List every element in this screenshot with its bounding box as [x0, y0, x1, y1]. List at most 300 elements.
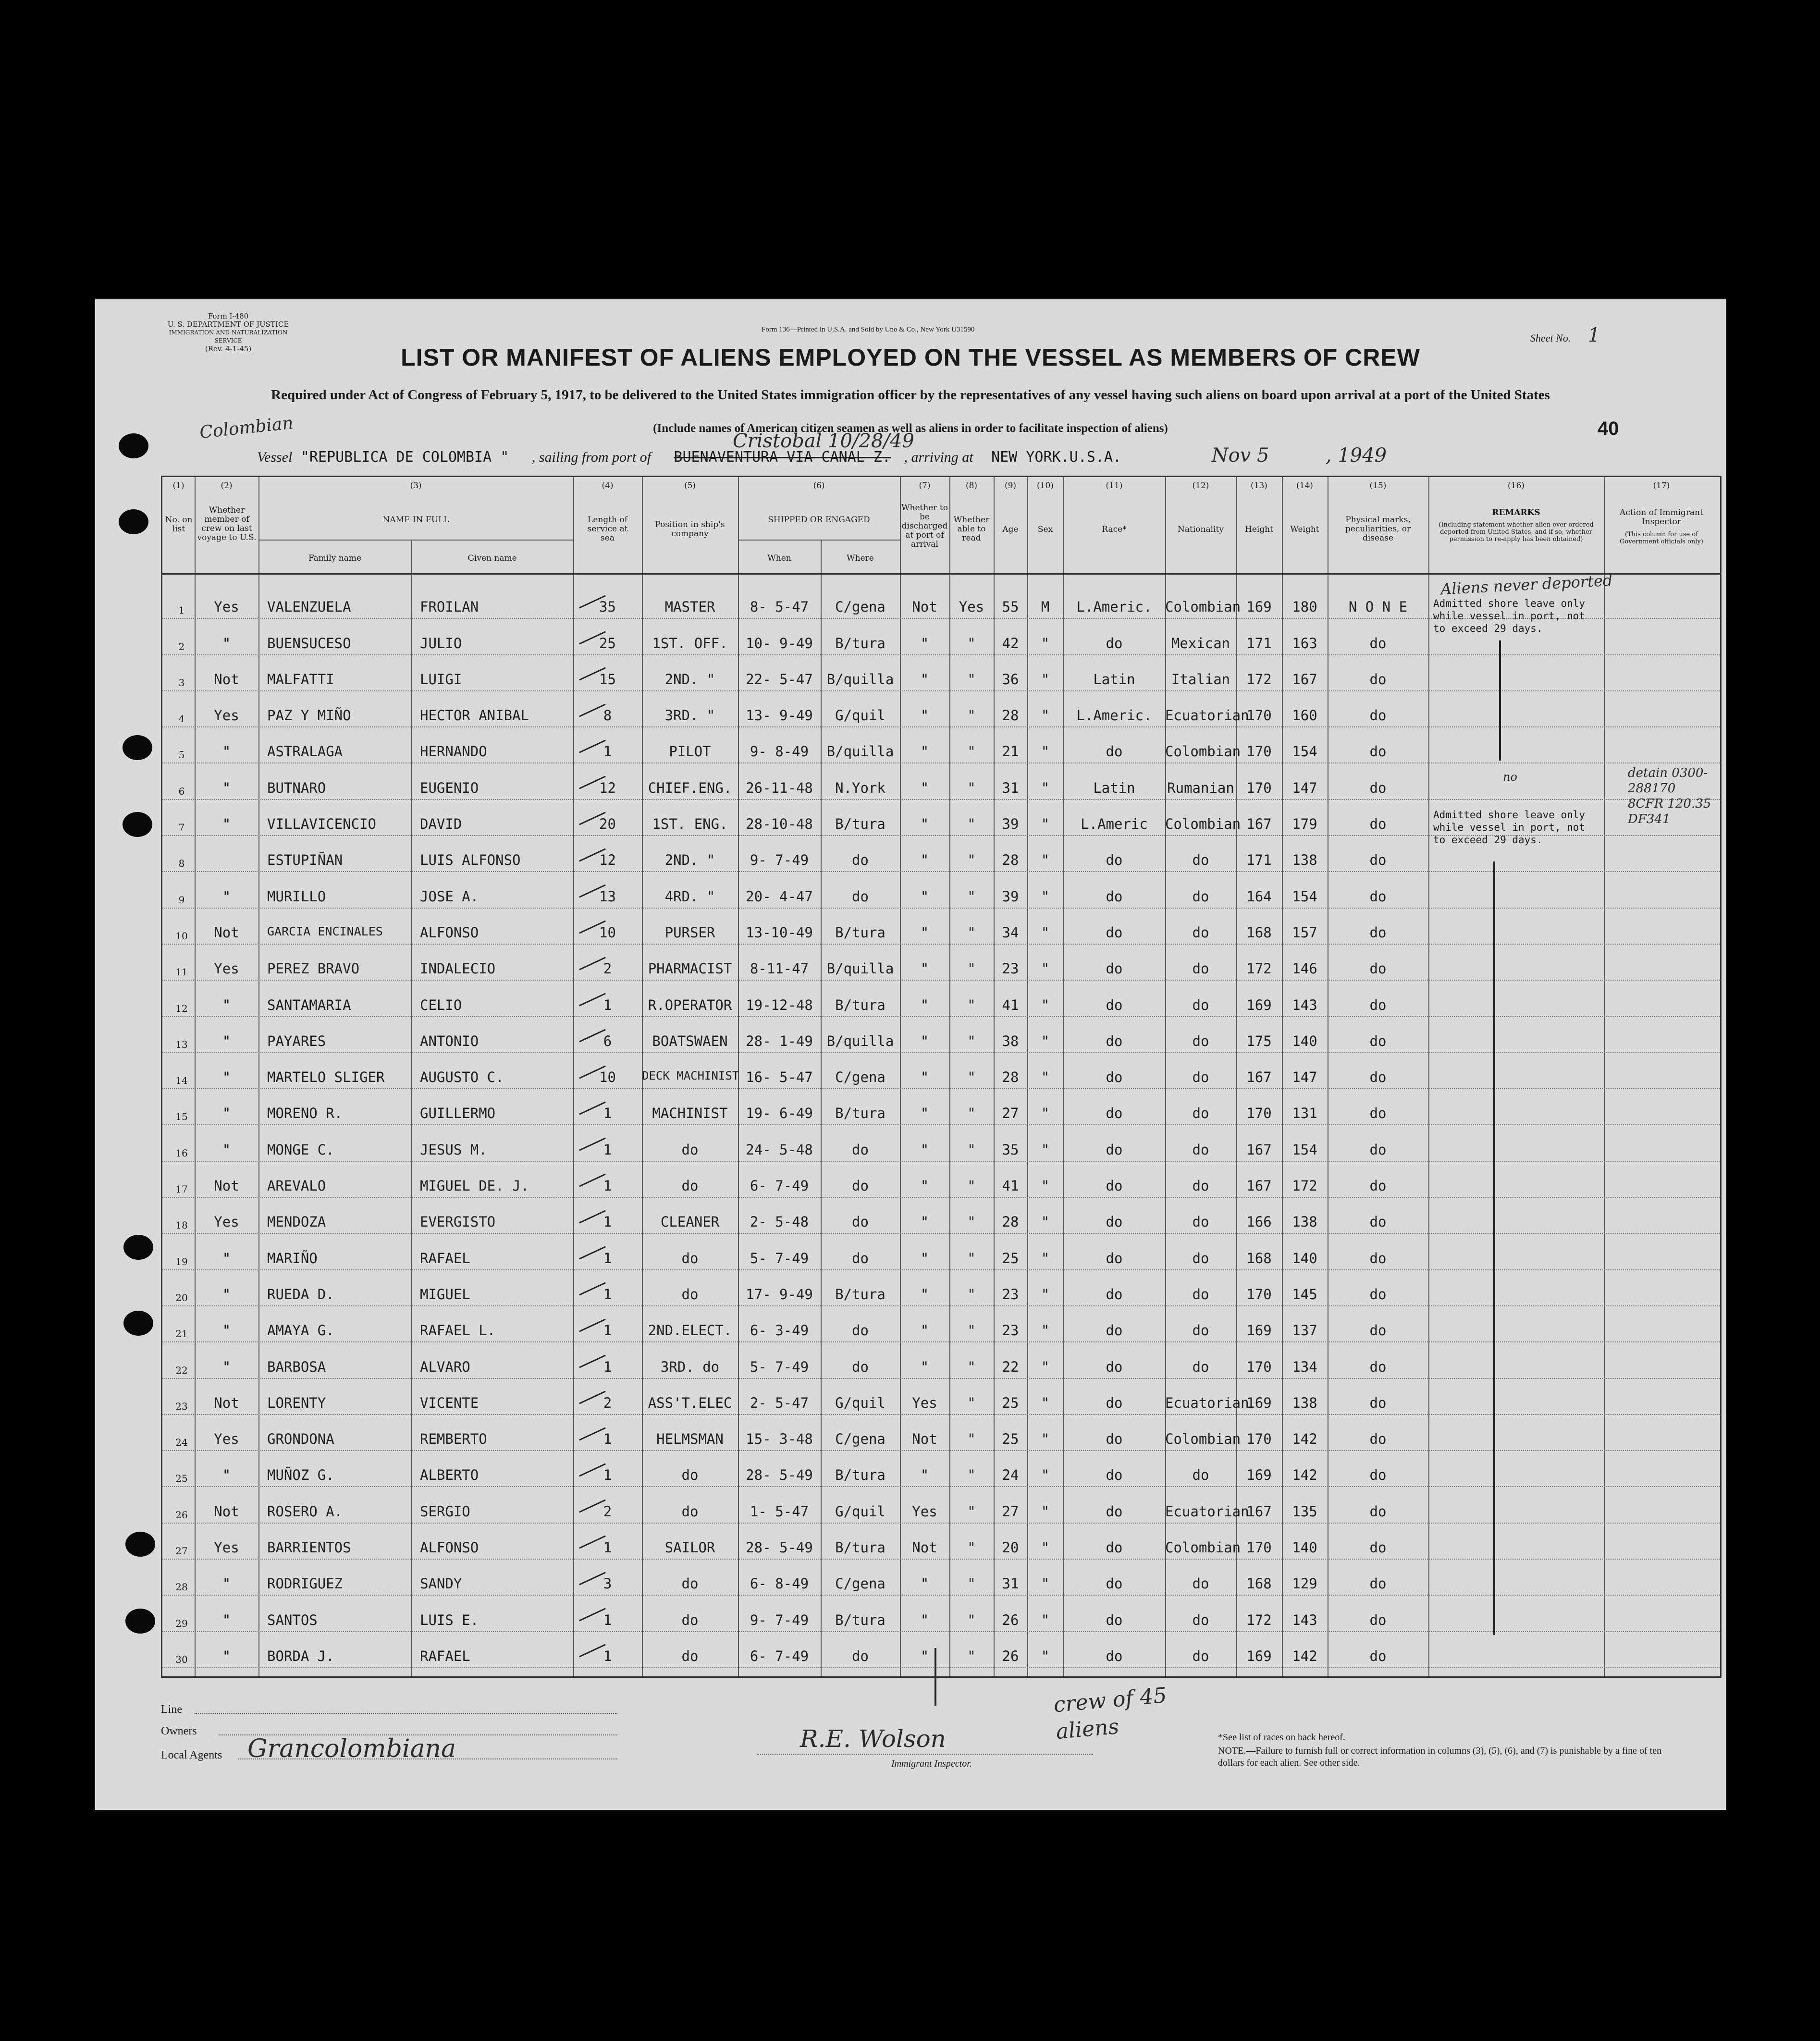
- row-number: 21: [175, 1328, 188, 1340]
- header-no-on-list: No. on list: [165, 515, 193, 534]
- row-number: 6: [178, 785, 185, 797]
- family-name-cell: RUEDA D.: [267, 1286, 334, 1303]
- sex-cell: ": [1041, 1250, 1050, 1266]
- sex-cell: ": [1041, 1539, 1050, 1556]
- table-row: [162, 727, 1720, 763]
- given-name-cell: EUGENIO: [420, 779, 479, 796]
- service-cell: 1: [603, 1648, 612, 1664]
- row-number: 24: [175, 1437, 188, 1449]
- height-cell: 175: [1246, 1033, 1272, 1049]
- punch-hole: [123, 1311, 153, 1336]
- row-number: 15: [175, 1111, 188, 1123]
- vessel-label: Vessel: [257, 449, 293, 465]
- weight-cell: 179: [1292, 816, 1317, 833]
- nationality-cell: do: [1192, 1611, 1209, 1628]
- nationality-cell: Ecuatorian: [1165, 707, 1249, 724]
- family-name-cell: ESTUPIÑAN: [267, 852, 343, 869]
- physical-marks-cell: do: [1369, 1214, 1387, 1230]
- owners-signature: Grancolombiana: [247, 1734, 456, 1763]
- physical-marks-cell: do: [1369, 816, 1387, 833]
- read-cell: ": [967, 1322, 976, 1339]
- read-cell: ": [967, 1250, 976, 1266]
- position-cell: CLEANER: [660, 1214, 720, 1230]
- table-row: [162, 1524, 1720, 1560]
- position-cell: do: [681, 1648, 699, 1664]
- shipped-when-cell: 28-10-48: [746, 816, 813, 833]
- family-name-cell: ASTRALAGA: [267, 743, 343, 760]
- age-cell: 26: [1002, 1648, 1019, 1664]
- header-given-name: Given name: [467, 553, 517, 563]
- family-name-cell: SANTAMARIA: [267, 996, 351, 1013]
- race-cell: Latin: [1093, 671, 1135, 688]
- row-number: 22: [175, 1364, 188, 1376]
- read-cell: ": [967, 1178, 976, 1194]
- given-name-cell: RAFAEL L.: [420, 1322, 496, 1339]
- position-cell: 4RD. ": [664, 888, 715, 905]
- discharged-cell: Not: [912, 599, 937, 615]
- position-cell: ASS'T.ELEC: [648, 1394, 732, 1411]
- race-cell: do: [1106, 1322, 1123, 1339]
- shipped-where-cell: do: [852, 1648, 869, 1664]
- service-cell: 1: [603, 1105, 612, 1122]
- position-cell: BOATSWAEN: [652, 1033, 728, 1049]
- race-cell: do: [1106, 888, 1123, 905]
- height-cell: 170: [1246, 779, 1272, 796]
- given-name-cell: EVERGISTO: [420, 1214, 496, 1230]
- shipped-where-cell: B/quilla: [826, 960, 894, 977]
- prev-voyage-cell: Not: [214, 671, 239, 688]
- table-row: [162, 1306, 1720, 1342]
- weight-cell: 160: [1292, 707, 1317, 724]
- age-cell: 55: [1002, 599, 1019, 615]
- weight-cell: 142: [1292, 1467, 1317, 1484]
- position-cell: SAILOR: [664, 1539, 715, 1556]
- race-cell: do: [1106, 1286, 1123, 1303]
- physical-marks-cell: do: [1369, 779, 1387, 796]
- given-name-cell: HECTOR ANIBAL: [420, 707, 529, 724]
- given-name-cell: SANDY: [420, 1575, 462, 1592]
- race-cell: do: [1106, 852, 1123, 869]
- row-number: 4: [178, 713, 185, 725]
- prev-voyage-cell: Yes: [214, 1539, 239, 1556]
- physical-marks-cell: do: [1369, 924, 1387, 941]
- header-family-name: Family name: [308, 553, 362, 563]
- physical-marks-cell: do: [1369, 671, 1387, 688]
- weight-cell: 154: [1292, 743, 1317, 760]
- family-name-cell: VALENZUELA: [267, 599, 351, 615]
- sex-cell: ": [1041, 1178, 1050, 1194]
- shipped-when-cell: 5- 7-49: [750, 1358, 809, 1375]
- nationality-cell: Italian: [1171, 671, 1230, 688]
- read-cell: ": [967, 1503, 976, 1520]
- shipped-when-cell: 1- 5-47: [750, 1503, 809, 1520]
- weight-cell: 138: [1292, 1394, 1317, 1411]
- race-cell: do: [1106, 1611, 1123, 1628]
- header-where: Where: [847, 553, 874, 563]
- given-name-cell: JESUS M.: [420, 1141, 487, 1158]
- height-cell: 170: [1246, 707, 1272, 724]
- shipped-where-cell: N.York: [835, 779, 885, 796]
- race-cell: do: [1106, 996, 1123, 1013]
- age-cell: 35: [1002, 1141, 1019, 1158]
- shipped-where-cell: B/quilla: [826, 1033, 894, 1049]
- weight-cell: 140: [1292, 1033, 1317, 1049]
- position-cell: do: [681, 1611, 699, 1628]
- height-cell: 169: [1246, 1467, 1272, 1484]
- height-cell: 167: [1246, 816, 1272, 833]
- physical-marks-cell: do: [1369, 1394, 1387, 1411]
- height-cell: 170: [1246, 743, 1272, 760]
- sex-cell: ": [1041, 1503, 1050, 1520]
- read-cell: ": [967, 1141, 976, 1158]
- weight-cell: 163: [1292, 635, 1317, 652]
- nationality-cell: do: [1192, 1322, 1209, 1339]
- weight-cell: 180: [1292, 599, 1317, 615]
- height-cell: 172: [1246, 671, 1272, 688]
- remark-row7: Admitted shore leave only while vessel in port, not to exceed 29 days.: [1433, 809, 1586, 846]
- shipped-where-cell: do: [852, 888, 869, 905]
- prev-voyage-cell: ": [222, 1033, 231, 1049]
- shipped-where-cell: B/tura: [835, 996, 885, 1013]
- discharged-cell: ": [920, 1575, 929, 1592]
- shipped-where-cell: do: [852, 1322, 869, 1339]
- header-physical-marks: Physical marks, peculiarities, or disease: [1345, 515, 1411, 543]
- given-name-cell: ALVARO: [420, 1358, 470, 1375]
- col-num: (5): [684, 481, 696, 491]
- col-num: (14): [1296, 481, 1313, 491]
- nationality-cell: do: [1192, 1286, 1209, 1303]
- shipped-where-cell: B/tura: [835, 1539, 885, 1556]
- height-cell: 170: [1246, 1539, 1272, 1556]
- sex-cell: ": [1041, 888, 1050, 905]
- family-name-cell: ROSERO A.: [267, 1503, 343, 1520]
- shipped-where-cell: G/quil: [835, 1394, 885, 1411]
- shipped-when-cell: 17- 9-49: [746, 1286, 813, 1303]
- height-cell: 166: [1246, 1214, 1272, 1230]
- col-num: (17): [1653, 481, 1670, 491]
- sex-cell: ": [1041, 1069, 1050, 1086]
- shipped-when-cell: 24- 5-48: [746, 1141, 813, 1158]
- shipped-where-cell: B/tura: [835, 1105, 885, 1122]
- discharged-cell: ": [920, 1611, 929, 1628]
- service-cell: 15: [599, 671, 616, 688]
- height-cell: 167: [1246, 1141, 1272, 1158]
- col-num: (2): [221, 481, 233, 491]
- sex-cell: ": [1041, 1394, 1050, 1411]
- shipped-where-cell: B/quilla: [826, 743, 894, 760]
- height-cell: 172: [1246, 1611, 1272, 1628]
- race-cell: do: [1106, 1141, 1123, 1158]
- row-number: 23: [175, 1400, 188, 1412]
- col-num: (1): [172, 481, 184, 491]
- weight-cell: 142: [1292, 1431, 1317, 1448]
- row-number: 14: [175, 1075, 188, 1087]
- age-cell: 23: [1002, 960, 1019, 977]
- table-row: [162, 1270, 1720, 1306]
- punch-hole: [123, 735, 152, 760]
- height-cell: 167: [1246, 1069, 1272, 1086]
- discharged-cell: Not: [912, 1431, 937, 1448]
- row-number: 2: [178, 640, 185, 652]
- weight-cell: 135: [1292, 1503, 1317, 1520]
- given-name-cell: CELIO: [420, 996, 462, 1013]
- row-number: 18: [175, 1219, 188, 1231]
- given-name-cell: ALFONSO: [420, 924, 479, 941]
- table-row: [162, 1234, 1720, 1270]
- col-num: (8): [965, 481, 978, 491]
- sex-cell: ": [1041, 816, 1050, 833]
- position-cell: do: [681, 1503, 699, 1520]
- height-cell: 164: [1246, 888, 1272, 905]
- prev-voyage-cell: ": [222, 996, 231, 1013]
- header-race: Race*: [1102, 525, 1127, 534]
- position-cell: 2ND. ": [664, 852, 715, 869]
- position-cell: do: [681, 1286, 699, 1303]
- weight-cell: 147: [1292, 779, 1317, 796]
- physical-marks-cell: do: [1369, 1575, 1387, 1592]
- given-name-cell: INDALECIO: [420, 960, 496, 977]
- sex-cell: ": [1041, 635, 1050, 652]
- service-cell: 2: [603, 1394, 612, 1411]
- physical-marks-cell: do: [1369, 1286, 1387, 1303]
- age-cell: 27: [1002, 1503, 1019, 1520]
- table-row: [162, 655, 1720, 691]
- read-cell: ": [967, 924, 976, 941]
- annotation-colombian: Colombian: [198, 413, 295, 443]
- position-cell: MACHINIST: [652, 1105, 728, 1122]
- prev-voyage-cell: Yes: [214, 1431, 239, 1448]
- discharged-cell: ": [920, 852, 929, 869]
- table-row: [162, 981, 1720, 1017]
- page-mark: 40: [1598, 418, 1619, 439]
- discharged-cell: Yes: [912, 1394, 937, 1411]
- form-id: Form I-480: [208, 312, 249, 320]
- shipped-when-cell: 16- 5-47: [746, 1069, 813, 1086]
- physical-marks-cell: do: [1369, 1322, 1387, 1339]
- sex-cell: ": [1041, 1033, 1050, 1049]
- weight-cell: 146: [1292, 960, 1317, 977]
- given-name-cell: FROILAN: [420, 599, 479, 615]
- nationality-cell: do: [1192, 996, 1209, 1013]
- header-discharged: Whether to be discharged at port of arrival: [901, 503, 948, 549]
- physical-marks-cell: do: [1369, 852, 1387, 869]
- col-num: (4): [602, 481, 614, 491]
- race-cell: do: [1106, 1069, 1123, 1086]
- prev-voyage-cell: ": [222, 888, 231, 905]
- physical-marks-cell: do: [1369, 1648, 1387, 1664]
- sex-cell: ": [1041, 1467, 1050, 1484]
- table-row: [162, 691, 1720, 727]
- prev-voyage-cell: Yes: [214, 1214, 239, 1230]
- nationality-cell: do: [1192, 1141, 1209, 1158]
- sex-cell: ": [1041, 1322, 1050, 1339]
- given-name-cell: JULIO: [420, 635, 462, 652]
- position-cell: do: [681, 1141, 699, 1158]
- race-cell: L.Americ: [1081, 816, 1148, 833]
- family-name-cell: MONGE C.: [267, 1141, 334, 1158]
- family-name-cell: PAZ Y MIÑO: [267, 707, 351, 724]
- family-name-cell: AMAYA G.: [267, 1322, 334, 1339]
- discharged-cell: ": [920, 1069, 929, 1086]
- position-cell: 1ST. ENG.: [652, 816, 728, 833]
- age-cell: 23: [1002, 1286, 1019, 1303]
- shipped-when-cell: 2- 5-48: [750, 1214, 809, 1230]
- race-cell: do: [1106, 1394, 1123, 1411]
- weight-cell: 154: [1292, 1141, 1317, 1158]
- prev-voyage-cell: ": [222, 635, 231, 652]
- shipped-when-cell: 6- 3-49: [750, 1322, 809, 1339]
- prev-voyage-cell: ": [222, 1611, 231, 1628]
- shipped-when-cell: 5- 7-49: [750, 1250, 809, 1266]
- table-row: [162, 764, 1720, 800]
- physical-marks-cell: do: [1369, 996, 1387, 1013]
- age-cell: 28: [1002, 852, 1019, 869]
- requirement-text: Required under Act of Congress of February 5, 1917, to be delivered to the United States immigration officer by the representatives of any vessel having such aliens on board upon arrival at a port of the United States: [271, 387, 1550, 403]
- race-cell: L.Americ.: [1076, 599, 1152, 615]
- sex-cell: ": [1041, 852, 1050, 869]
- physical-marks-cell: do: [1369, 960, 1387, 977]
- col-num: (3): [410, 481, 422, 491]
- race-cell: do: [1106, 1503, 1123, 1520]
- arrival-date: Nov 5: [1211, 444, 1269, 467]
- service-name: IMMIGRATION AND NATURALIZATION SERVICE: [169, 329, 288, 344]
- position-cell: PILOT: [669, 743, 711, 760]
- shipped-when-cell: 28- 5-49: [746, 1539, 813, 1556]
- shipped-where-cell: C/gena: [835, 599, 885, 615]
- row-number: 9: [178, 894, 185, 906]
- given-name-cell: MIGUEL: [420, 1286, 470, 1303]
- family-name-cell: GARCIA ENCINALES: [267, 924, 383, 938]
- remark-handwritten: Aliens never deported: [1440, 571, 1613, 599]
- age-cell: 26: [1002, 1611, 1019, 1628]
- service-cell: 10: [599, 924, 616, 941]
- height-cell: 171: [1246, 635, 1272, 652]
- weight-cell: 147: [1292, 1069, 1317, 1086]
- table-row: [162, 909, 1720, 945]
- given-name-cell: GUILLERMO: [420, 1105, 496, 1122]
- service-cell: 6: [603, 1033, 612, 1049]
- position-cell: 2ND.ELECT.: [648, 1322, 732, 1339]
- read-cell: Yes: [959, 599, 984, 615]
- shipped-when-cell: 8-11-47: [750, 960, 809, 977]
- weight-cell: 134: [1292, 1358, 1317, 1375]
- service-cell: 3: [603, 1575, 612, 1592]
- punch-hole: [123, 1235, 153, 1260]
- height-cell: 168: [1246, 1575, 1272, 1592]
- service-cell: 20: [599, 816, 616, 833]
- read-cell: ": [967, 852, 976, 869]
- nationality-cell: do: [1192, 1105, 1209, 1122]
- col-num: (13): [1251, 481, 1267, 491]
- discharged-cell: ": [920, 779, 929, 796]
- given-name-cell: RAFAEL: [420, 1250, 470, 1266]
- prev-voyage-cell: ": [222, 1648, 231, 1664]
- race-cell: do: [1106, 635, 1123, 652]
- discharged-cell: ": [920, 1105, 929, 1122]
- table-row: [162, 1632, 1720, 1668]
- row-number: 8: [178, 858, 185, 870]
- row-number: 10: [175, 930, 188, 942]
- prev-voyage-cell: ": [222, 1105, 231, 1122]
- table-row: [162, 1126, 1720, 1162]
- prev-voyage-cell: Not: [214, 1503, 239, 1520]
- shipped-where-cell: C/gena: [835, 1069, 885, 1086]
- weight-cell: 143: [1292, 1611, 1317, 1628]
- punch-hole: [123, 812, 152, 837]
- age-cell: 31: [1002, 1575, 1019, 1592]
- table-row: [162, 1379, 1720, 1415]
- col-num: (15): [1369, 481, 1387, 491]
- prev-voyage-cell: ": [222, 1575, 231, 1592]
- read-cell: ": [967, 1358, 976, 1375]
- physical-marks-cell: do: [1369, 707, 1387, 724]
- age-cell: 24: [1002, 1467, 1019, 1484]
- family-name-cell: AREVALO: [267, 1178, 326, 1194]
- col-num: (11): [1106, 481, 1123, 491]
- sheet-number: 1: [1587, 324, 1600, 346]
- service-cell: 25: [599, 635, 616, 652]
- shipped-when-cell: 19- 6-49: [746, 1105, 813, 1122]
- prev-voyage-cell: Not: [214, 1178, 239, 1194]
- arrival-port: NEW YORK.U.S.A.: [991, 449, 1122, 466]
- sex-cell: ": [1041, 960, 1050, 977]
- family-name-cell: MARTELO SLIGER: [267, 1069, 385, 1086]
- height-cell: 169: [1246, 1322, 1272, 1339]
- physical-marks-cell: do: [1369, 635, 1387, 652]
- read-cell: ": [967, 707, 976, 724]
- race-cell: L.Americ.: [1076, 707, 1152, 724]
- prev-voyage-cell: ": [222, 1250, 231, 1266]
- age-cell: 36: [1002, 671, 1019, 688]
- shipped-where-cell: do: [852, 1250, 869, 1266]
- family-name-cell: GRONDONA: [267, 1431, 334, 1448]
- position-cell: 3RD. ": [664, 707, 715, 724]
- read-cell: ": [967, 960, 976, 977]
- header-previous-voyage: Whether member of crew on last voyage to U.S.: [197, 505, 257, 542]
- physical-marks-cell: do: [1369, 1358, 1387, 1375]
- race-cell: do: [1106, 1214, 1123, 1230]
- shipped-when-cell: 26-11-48: [746, 779, 813, 796]
- row-number: 3: [178, 676, 185, 689]
- row-number: 25: [175, 1473, 188, 1485]
- race-cell: do: [1106, 1431, 1123, 1448]
- shipped-when-cell: 13-10-49: [746, 924, 813, 941]
- header-position: Position in ship's company: [655, 520, 725, 539]
- discharged-cell: ": [920, 996, 929, 1013]
- service-cell: 1: [603, 1141, 612, 1158]
- service-cell: 1: [603, 1467, 612, 1484]
- nationality-cell: do: [1192, 1069, 1209, 1086]
- row-number: 12: [175, 1002, 188, 1014]
- table-row: [162, 1560, 1720, 1596]
- family-name-cell: SANTOS: [267, 1611, 318, 1628]
- department: U. S. DEPARTMENT OF JUSTICE: [167, 320, 289, 329]
- table-row: [162, 872, 1720, 908]
- read-cell: ": [967, 1575, 976, 1592]
- discharged-cell: ": [920, 888, 929, 905]
- height-cell: 172: [1246, 960, 1272, 977]
- height-cell: 170: [1246, 1358, 1272, 1375]
- row-number: 13: [175, 1038, 188, 1050]
- header-age: Age: [1002, 525, 1019, 534]
- race-cell: do: [1106, 1033, 1123, 1049]
- discharged-cell: ": [920, 960, 929, 977]
- row-number: 30: [175, 1653, 188, 1665]
- manifest-sheet: [94, 298, 1727, 1811]
- shipped-when-cell: 9- 7-49: [750, 852, 809, 869]
- service-cell: 1: [603, 1250, 612, 1266]
- sex-cell: ": [1041, 707, 1050, 724]
